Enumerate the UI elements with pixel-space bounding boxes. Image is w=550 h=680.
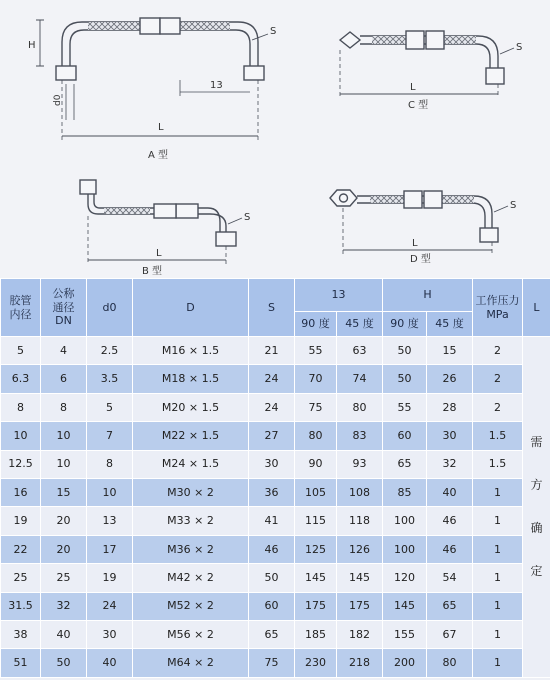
- table-cell: M33 × 2: [133, 507, 249, 535]
- header-h: H: [383, 279, 473, 312]
- table-cell: 83: [337, 422, 383, 450]
- table-cell: 85: [383, 478, 427, 506]
- table-cell: 80: [427, 649, 473, 677]
- table-cell: 1.5: [473, 450, 523, 478]
- table-cell: 65: [249, 620, 295, 648]
- table-cell: 32: [41, 592, 87, 620]
- table-cell: 15: [427, 337, 473, 365]
- table-cell: 21: [249, 337, 295, 365]
- header-d0: d0: [87, 279, 133, 337]
- table-cell: 26: [427, 365, 473, 393]
- table-cell: 50: [383, 365, 427, 393]
- table-cell: 175: [337, 592, 383, 620]
- table-cell: 46: [427, 507, 473, 535]
- table-cell: 8: [87, 450, 133, 478]
- dim-l-b: L: [156, 248, 162, 259]
- l-note-char: 定: [530, 563, 543, 578]
- table-cell: 15: [41, 478, 87, 506]
- table-cell: 60: [383, 422, 427, 450]
- table-cell: 24: [87, 592, 133, 620]
- table-cell: M24 × 1.5: [133, 450, 249, 478]
- spec-table: [0, 278, 550, 678]
- header-13-45: 45 度: [337, 312, 383, 337]
- header-13: 13: [295, 279, 383, 312]
- table-cell: 17: [87, 535, 133, 563]
- table-cell: 4: [41, 337, 87, 365]
- dim-s-a: S: [270, 26, 277, 37]
- table-cell: 31.5: [1, 592, 41, 620]
- table-cell: 6: [41, 365, 87, 393]
- table-cell: M30 × 2: [133, 478, 249, 506]
- table-cell: M20 × 1.5: [133, 393, 249, 421]
- table-cell: 22: [1, 535, 41, 563]
- table-cell: 218: [337, 649, 383, 677]
- header-h-90: 90 度: [383, 312, 427, 337]
- table-cell: 182: [337, 620, 383, 648]
- table-cell: 27: [249, 422, 295, 450]
- table-cell: M36 × 2: [133, 535, 249, 563]
- figure-type-c: [340, 31, 514, 98]
- table-cell: 55: [295, 337, 337, 365]
- table-cell: 32: [427, 450, 473, 478]
- dim-l-a: L: [158, 122, 164, 133]
- caption-type-b: B 型: [142, 266, 163, 277]
- table-row: [1, 365, 550, 393]
- table-cell: 8: [41, 393, 87, 421]
- header-pressure: 工作压力 MPa: [473, 279, 523, 337]
- table-cell: 100: [383, 535, 427, 563]
- header-l: L: [523, 279, 550, 337]
- table-cell: 24: [249, 393, 295, 421]
- l-note-char: 确: [530, 520, 543, 535]
- table-row: [1, 620, 550, 648]
- table-cell: 93: [337, 450, 383, 478]
- table-cell: 25: [1, 564, 41, 592]
- table-cell: 5: [87, 393, 133, 421]
- table-cell: 30: [249, 450, 295, 478]
- spec-table-body: [1, 337, 550, 678]
- table-cell: 36: [249, 478, 295, 506]
- l-note-cell: [523, 337, 550, 678]
- table-cell: M42 × 2: [133, 564, 249, 592]
- table-cell: 30: [427, 422, 473, 450]
- table-cell: 1: [473, 620, 523, 648]
- table-cell: 75: [249, 649, 295, 677]
- table-cell: M52 × 2: [133, 592, 249, 620]
- table-cell: 74: [337, 365, 383, 393]
- table-cell: 155: [383, 620, 427, 648]
- table-row: [1, 450, 550, 478]
- table-cell: 1.5: [473, 422, 523, 450]
- dim-s-d: S: [510, 200, 517, 211]
- header-s: S: [249, 279, 295, 337]
- table-row: [1, 422, 550, 450]
- table-cell: 175: [295, 592, 337, 620]
- table-cell: 19: [87, 564, 133, 592]
- table-row: [1, 649, 550, 677]
- table-cell: 105: [295, 478, 337, 506]
- table-cell: 100: [383, 507, 427, 535]
- table-cell: 3.5: [87, 365, 133, 393]
- table-cell: 50: [383, 337, 427, 365]
- dim-s-b: S: [244, 212, 251, 223]
- table-cell: 40: [427, 478, 473, 506]
- header-h-45: 45 度: [427, 312, 473, 337]
- caption-type-a: A 型: [148, 150, 169, 161]
- table-cell: 10: [87, 478, 133, 506]
- table-cell: 1: [473, 507, 523, 535]
- table-cell: 30: [87, 620, 133, 648]
- table-cell: M18 × 1.5: [133, 365, 249, 393]
- table-cell: 1: [473, 592, 523, 620]
- table-cell: M56 × 2: [133, 620, 249, 648]
- table-cell: 50: [249, 564, 295, 592]
- table-cell: 1: [473, 535, 523, 563]
- table-cell: 13: [87, 507, 133, 535]
- table-row: [1, 507, 550, 535]
- table-cell: 46: [249, 535, 295, 563]
- table-cell: 185: [295, 620, 337, 648]
- spec-table-wrap: [0, 278, 550, 680]
- table-cell: 118: [337, 507, 383, 535]
- table-cell: 60: [249, 592, 295, 620]
- table-cell: 28: [427, 393, 473, 421]
- table-cell: 7: [87, 422, 133, 450]
- table-row: [1, 535, 550, 563]
- table-row: [1, 592, 550, 620]
- table-cell: 38: [1, 620, 41, 648]
- table-cell: 65: [427, 592, 473, 620]
- table-row: [1, 393, 550, 421]
- table-cell: 1: [473, 649, 523, 677]
- table-cell: 230: [295, 649, 337, 677]
- table-cell: 46: [427, 535, 473, 563]
- table-cell: 10: [1, 422, 41, 450]
- table-cell: 40: [87, 649, 133, 677]
- header-d: D: [133, 279, 249, 337]
- table-cell: 65: [383, 450, 427, 478]
- table-cell: 55: [383, 393, 427, 421]
- caption-type-c: C 型: [408, 100, 429, 111]
- table-cell: 108: [337, 478, 383, 506]
- table-cell: 2: [473, 337, 523, 365]
- table-cell: 20: [41, 507, 87, 535]
- header-13-90: 90 度: [295, 312, 337, 337]
- table-cell: 41: [249, 507, 295, 535]
- table-cell: 120: [383, 564, 427, 592]
- table-cell: 90: [295, 450, 337, 478]
- table-cell: 80: [337, 393, 383, 421]
- header-dn: 公称 通径 DN: [41, 279, 87, 337]
- header-inner-diameter: 胶管 内径: [1, 279, 41, 337]
- table-cell: 63: [337, 337, 383, 365]
- table-cell: M64 × 2: [133, 649, 249, 677]
- table-cell: 24: [249, 365, 295, 393]
- table-cell: 2: [473, 393, 523, 421]
- table-cell: 8: [1, 393, 41, 421]
- table-cell: 75: [295, 393, 337, 421]
- table-cell: 126: [337, 535, 383, 563]
- l-note-char: 方: [530, 477, 543, 492]
- table-cell: 10: [41, 450, 87, 478]
- figure-type-d: [330, 190, 508, 254]
- table-cell: 16: [1, 478, 41, 506]
- table-cell: 70: [295, 365, 337, 393]
- dim-s-c: S: [516, 42, 523, 53]
- table-cell: 2: [473, 365, 523, 393]
- table-cell: 54: [427, 564, 473, 592]
- table-row: [1, 337, 550, 365]
- table-cell: 145: [337, 564, 383, 592]
- table-cell: 1: [473, 478, 523, 506]
- dim-d0-a: d0: [53, 94, 63, 106]
- table-cell: 50: [41, 649, 87, 677]
- table-cell: 67: [427, 620, 473, 648]
- table-cell: 12.5: [1, 450, 41, 478]
- table-cell: 80: [295, 422, 337, 450]
- l-note-char: 需: [530, 434, 543, 449]
- table-cell: 145: [383, 592, 427, 620]
- table-cell: M22 × 1.5: [133, 422, 249, 450]
- table-cell: 51: [1, 649, 41, 677]
- table-cell: 1: [473, 564, 523, 592]
- drawings-svg: [0, 0, 550, 278]
- table-cell: M16 × 1.5: [133, 337, 249, 365]
- hose-drawings: [0, 0, 550, 278]
- table-cell: 115: [295, 507, 337, 535]
- table-cell: 10: [41, 422, 87, 450]
- table-row: [1, 564, 550, 592]
- dim-l-d: L: [412, 238, 418, 249]
- figure-type-a: [36, 18, 268, 140]
- table-cell: 5: [1, 337, 41, 365]
- caption-type-d: D 型: [410, 254, 431, 265]
- dim-13-a: 13: [210, 80, 223, 91]
- dim-h-a: H: [28, 40, 36, 51]
- table-cell: 2.5: [87, 337, 133, 365]
- table-cell: 125: [295, 535, 337, 563]
- table-cell: 40: [41, 620, 87, 648]
- dim-l-c: L: [410, 82, 416, 93]
- table-cell: 6.3: [1, 365, 41, 393]
- table-cell: 200: [383, 649, 427, 677]
- table-cell: 25: [41, 564, 87, 592]
- table-cell: 20: [41, 535, 87, 563]
- table-cell: 145: [295, 564, 337, 592]
- table-row: [1, 478, 550, 506]
- table-cell: 19: [1, 507, 41, 535]
